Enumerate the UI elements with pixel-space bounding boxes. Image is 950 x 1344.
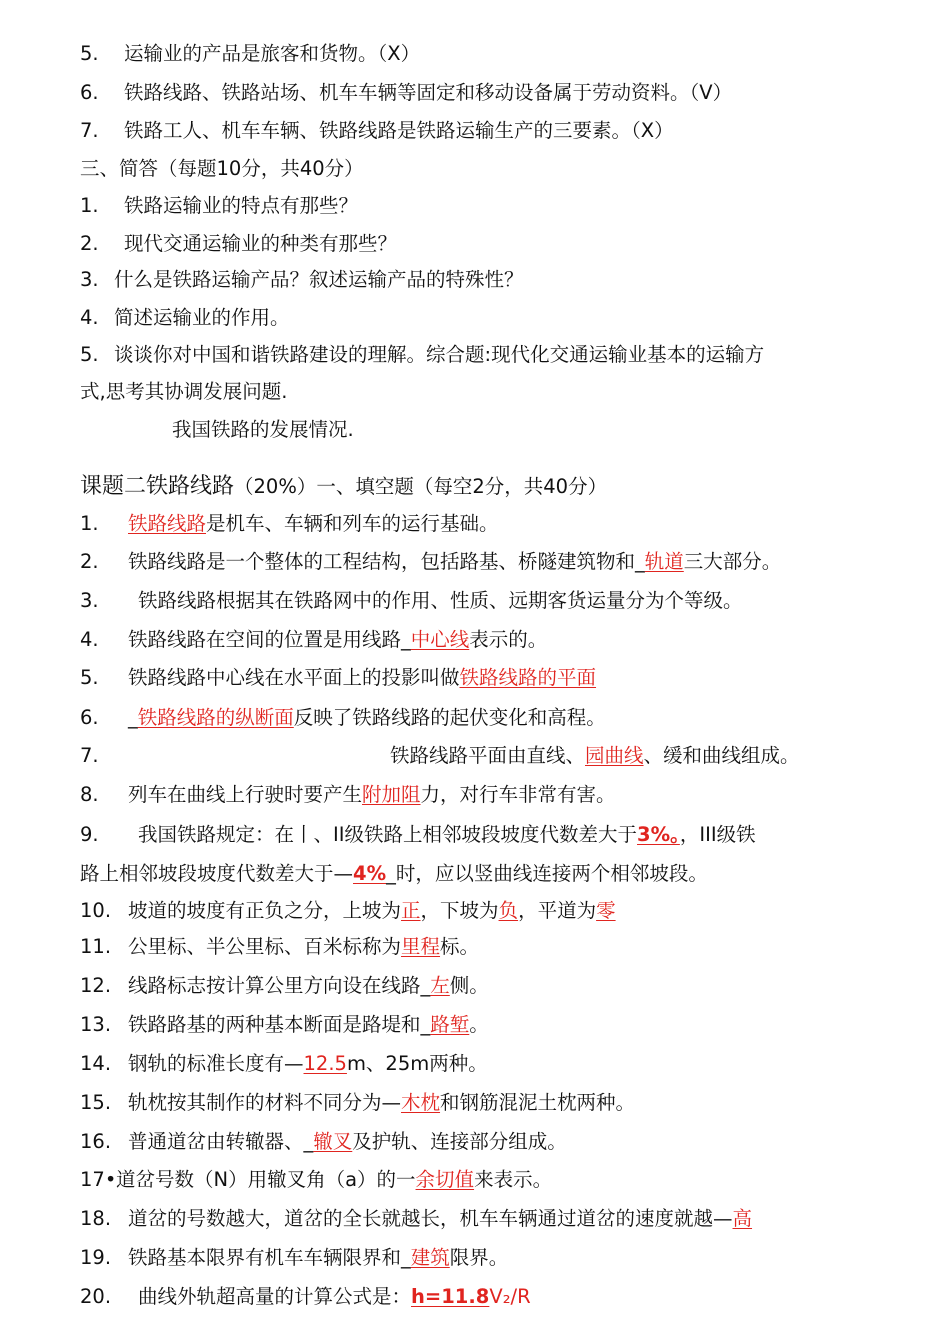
- answer: 正: [401, 899, 421, 922]
- answer: 4%: [353, 862, 387, 885]
- chapter-title: 课题二铁路线路: [80, 474, 235, 499]
- answer: 铁路线路的平面: [459, 666, 597, 689]
- fill-item-8: 8. 列车在曲线上行驶时要产生附加阻力，对行车非常有害。: [80, 783, 616, 806]
- answer: 零: [596, 899, 616, 922]
- tf-item-6: 6. 铁路线路、铁路站场、机车车辆等固定和移动设备属于劳动资料。（V）: [80, 81, 733, 104]
- fill-item-17: 17•道岔号数（N）用辙叉角（a）的一余切值来表示。: [80, 1168, 553, 1191]
- answer: 轨道: [644, 550, 684, 573]
- tf-item-5: 5. 运输业的产品是旅客和货物。（X）: [80, 42, 421, 65]
- qa-item-4: 4. 简述运输业的作用。: [80, 306, 290, 329]
- chapter-rest: （20%）一、填空题（每空2分，共40分）: [234, 475, 608, 498]
- fill-item-19: 19. 铁路基本限界有机车车辆限界和_建筑限界。: [80, 1246, 509, 1269]
- answer: 辙叉: [313, 1130, 353, 1153]
- fill-item-15: 15. 轨枕按其制作的材料不同分为—木枕和钢筋混泥土枕两种。: [80, 1091, 636, 1114]
- tf-item-7: 7. 铁路工人、机车车辆、铁路线路是铁路运输生产的三要素。（X）: [80, 119, 674, 142]
- answer: 铁路线路: [128, 512, 207, 535]
- answer: 木枕: [401, 1091, 441, 1114]
- answer: 园曲线: [585, 744, 644, 767]
- fill-item-7: 7. 铁路线路平面由直线、园曲线、缓和曲线组成。: [80, 744, 800, 767]
- fill-item-1: 1. 铁路线路是机车、车辆和列车的运行基础。: [80, 512, 499, 535]
- answer: 3%。: [637, 823, 680, 846]
- fill-item-5: 5. 铁路线路中心线在水平面上的投影叫做铁路线路的平面: [80, 666, 597, 689]
- fill-item-2: 2. 铁路线路是一个整体的工程结构，包括路基、桥隧建筑物和_轨道三大部分。: [80, 550, 782, 573]
- chapter-heading: [80, 474, 890, 500]
- answer: 路堑: [430, 1013, 470, 1036]
- fill-item-14: 14. 钢轨的标准长度有—12.5m、25m两种。: [80, 1052, 488, 1075]
- answer: 余切值: [415, 1168, 475, 1191]
- answer: 里程: [401, 935, 441, 958]
- fill-item-9: 9. 我国铁路规定：在丨、II级铁路上相邻坡段坡度代数差大于3%。，III级铁: [80, 823, 756, 846]
- qa-item-1: 1. 铁路运输业的特点有那些？: [80, 194, 359, 217]
- fill-item-4: 4. 铁路线路在空间的位置是用线路_中心线表示的。: [80, 628, 548, 651]
- fill-item-9-cont: 路上相邻坡段坡度代数差大于—4%_时，应以竖曲线连接两个相邻坡段。: [80, 862, 708, 885]
- answer: 左: [430, 974, 450, 997]
- answer: 建筑: [410, 1246, 450, 1269]
- qa-item-5-cont: 式,思考其协调发展问题.: [80, 380, 288, 403]
- answer: 负: [498, 899, 519, 922]
- fill-item-3: 3. 铁路线路根据其在铁路网中的作用、性质、远期客货运量分为个等级。: [80, 589, 743, 612]
- qa-extra: 我国铁路的发展情况.: [172, 418, 354, 441]
- answer: 中心线: [410, 628, 470, 651]
- fill-item-20: 20. 曲线外轨超高量的计算公式是：h=11.8V₂/R: [80, 1285, 531, 1308]
- section-heading: 三、简答（每题10分，共40分）: [80, 157, 364, 180]
- answer: 铁路线路的纵断面: [137, 706, 294, 729]
- answer: 高: [732, 1207, 753, 1230]
- qa-item-3: 3. 什么是铁路运输产品？叙述运输产品的特殊性？: [80, 268, 524, 291]
- fill-item-13: 13. 铁路路基的两种基本断面是路堤和_路堑。: [80, 1013, 489, 1036]
- fill-item-16: 16. 普通道岔由转辙器、_辙叉及护轨、连接部分组成。: [80, 1130, 567, 1153]
- formula-tail: V₂/R: [489, 1285, 531, 1308]
- fill-item-12: 12. 线路标志按计算公里方向设在线路_左侧。: [80, 974, 489, 997]
- fill-item-6: 6. _铁路线路的纵断面反映了铁路线路的起伏变化和高程。: [80, 706, 606, 729]
- answer: 12.5: [303, 1052, 347, 1075]
- answer: 附加阻: [362, 783, 421, 806]
- fill-item-18: 18. 道岔的号数越大，道岔的全长就越长，机车车辆通过道岔的速度就越—高: [80, 1207, 753, 1230]
- qa-item-2: 2. 现代交通运输业的种类有那些？: [80, 232, 398, 255]
- fill-item-11: 11. 公里标、半公里标、百米标称为里程标。: [80, 935, 480, 958]
- formula-answer: h=11.8: [411, 1285, 490, 1308]
- fill-item-10: 10. 坡道的坡度有正负之分，上坡为正，下坡为负，平道为零: [80, 899, 616, 922]
- qa-item-5: 5. 谈谈你对中国和谐铁路建设的理解。综合题:现代化交通运输业基本的运输方: [80, 343, 765, 366]
